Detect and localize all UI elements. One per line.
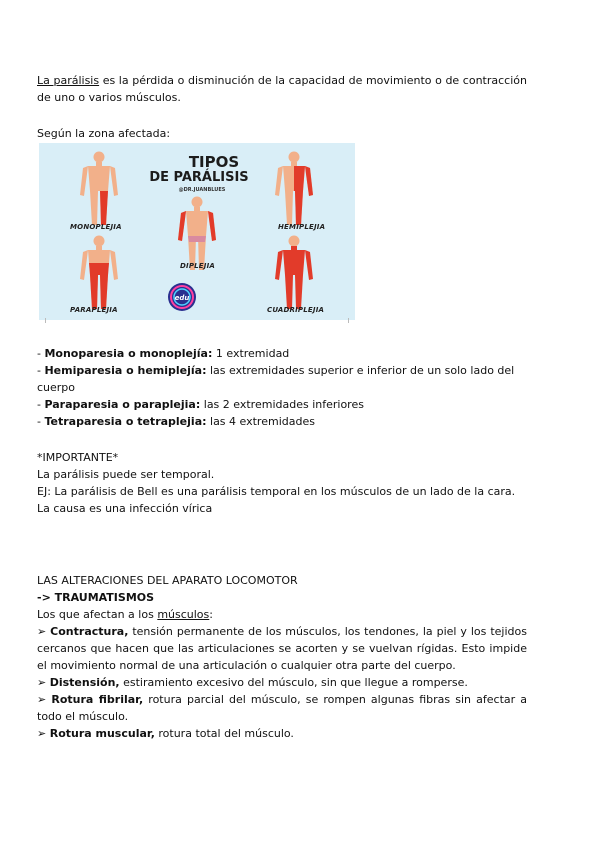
alteracion-item: ➢ Contractura, tensión permanente de los músculos, los tendones, la piel y los tejidos cercanos que hacen que las articulaciones se acorten y se vuelvan rígidas. Esto impide el movimiento normal de una articulación o cualquier otra parte del cuerpo. [37,625,527,672]
importante-heading: *IMPORTANTE* [37,451,119,464]
figure-title-1: TIPOS [188,153,240,171]
musculos-intro: Los que afectan a los músculos: [37,608,213,621]
alteracion-item: ➢ Distensión, estiramiento excesivo del músculo, sin que llegue a romperse. [37,676,468,689]
label-hemiplejia: HEMIPLEJIA [278,223,326,231]
intro-paragraph [37,72,527,106]
alteracion-item: ➢ Rotura muscular, rotura total del músculo. [37,727,294,740]
importante-line1: La parálisis puede ser temporal. [37,468,215,481]
type-item: - Tetraparesia o tetraplejia: las 4 extremidades [37,415,315,428]
alteracion-item: ➢ Rotura fibrilar, rotura parcial del músculo, se rompen algunas fibras sin afectar a todo el músculo. [37,693,527,723]
label-monoplejia: MONOPLEJIA [70,223,122,231]
alteraciones-heading: LAS ALTERACIONES DEL APARATO LOCOMOTOR [37,574,298,587]
figure-hemiplejia [275,152,313,226]
label-diplejia: DIPLEJIA [180,262,216,270]
type-item: - Hemiparesia o hemiplejía: las extremidades superior e inferior de un solo lado del cuerpo [37,364,515,394]
musculos-underlined: músculos [157,608,210,621]
figure-monoplejia [80,152,118,226]
logo-text: edu [174,294,190,302]
figure-diplejia [178,197,216,271]
importante-line2: EJ: La parálisis de Bell es una parálisis temporal en los músculos de un lado de la cara. La causa es una infección vírica [37,485,516,515]
zona-label: Según la zona afectada: [37,127,171,140]
figure-cuadriplejia [275,236,313,310]
term-paralisis: La parálisis [37,74,100,87]
label-cuadriplejia: CUADRIPLEJIA [267,306,325,314]
label-paraplejia: PARAPLEJIA [70,306,118,314]
figure-graphic [39,143,355,320]
edu-logo [168,283,196,311]
type-item: - Monoparesia o monoplejía: 1 extremidad [37,347,290,360]
figure-border-ticks [45,318,349,324]
figure-title-2: DE PARÁLISIS [149,170,249,185]
type-item: - Paraparesia o paraplejia: las 2 extremidades inferiores [37,398,364,411]
intro-text: es la pérdida o disminución de la capacidad de movimiento o de contracción de uno o varios músculos. [37,74,527,104]
traumatismos-heading: -> TRAUMATISMOS [37,591,155,604]
paralysis-types-figure [39,143,355,320]
figure-paraplejia [80,236,118,310]
types-list [37,345,527,430]
figure-handle: @DR.JUANBLUES [178,187,226,193]
